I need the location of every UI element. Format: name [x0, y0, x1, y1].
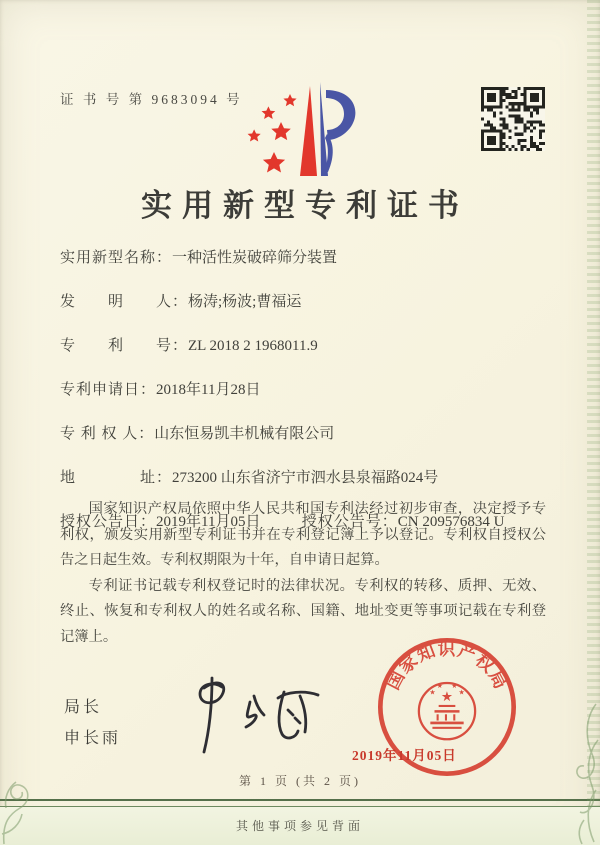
svg-text:★: ★ [458, 689, 465, 697]
field-label: 发 明 人： [60, 294, 189, 310]
field-label: 授权公告日： [60, 514, 157, 530]
field-value: 2019年11月05日 [156, 514, 261, 530]
signoff-block [64, 692, 121, 754]
svg-text:★: ★ [429, 689, 436, 697]
field-value: 山东恒易凯丰机械有限公司 [154, 426, 335, 442]
field-label: 专 利 权 人： [60, 426, 155, 442]
seal-date: 2019年11月05日 [352, 748, 457, 763]
legal-paragraph-2: 专利证书记载专利权登记时的法律状况。专利权的转移、质押、无效、终止、恢复和专利权人的姓名或名称、国籍、地址变更等事项记载在专利登记簿上。 [60, 577, 546, 645]
field-label: 授权公告号： [301, 514, 398, 530]
corner-flourish-left [0, 738, 70, 845]
certificate-number: 证 书 号 第 9683094 号 [60, 92, 243, 107]
svg-text:★: ★ [440, 688, 454, 704]
field-value: ZL 2018 2 1968011.9 [188, 338, 318, 354]
field-label: 专 利 号： [60, 338, 189, 354]
officer-name: 申长雨 [64, 730, 122, 747]
qr-code-icon [481, 87, 545, 151]
field-label: 实用新型名称： [60, 250, 173, 266]
svg-text:国家知识产权局 [382, 639, 511, 693]
cnipa-patent-logo-icon [238, 76, 368, 182]
field-value: 2018年11月28日 [156, 382, 261, 398]
field-value: 273200 山东省济宁市泗水县泉福路024号 [172, 470, 439, 486]
corner-flourish-right [540, 700, 600, 845]
back-note: 其他事项参见背面 [235, 819, 364, 833]
legal-paragraph-1: 国家知识产权局依照中华人民共和国专利法经过初步审查，决定授予专利权，颁发实用新型专利证书并在专利登记簿上予以登记。专利权自授权公告之日起生效。专利权期限为十年，自申请日起算。 [60, 501, 546, 568]
legal-text [60, 497, 546, 650]
national-emblem-icon [419, 682, 475, 739]
svg-text:★: ★ [436, 683, 443, 691]
field-patent-number [60, 334, 542, 355]
svg-text:★: ★ [451, 683, 458, 691]
field-address [60, 466, 542, 487]
field-filing-date [60, 378, 542, 399]
field-utility-model-name [60, 246, 542, 267]
field-value: CN 209576834 U [397, 514, 505, 530]
page-number: 第 1 页 (共 2 页) [239, 774, 361, 788]
guilloche-right-border [587, 0, 600, 807]
field-inventors [60, 290, 542, 311]
field-value: 杨涛;杨波;曹福运 [188, 294, 302, 310]
seal-agency-text: 国家知识产权局 [382, 638, 512, 693]
field-label: 专利申请日： [60, 382, 157, 398]
field-label: 地 址： [60, 470, 173, 486]
border-rule [0, 799, 600, 807]
certificate-title: 实用新型专利证书 [141, 188, 469, 223]
officer-title: 局长 [64, 699, 103, 716]
shen-changyu-signature-icon [178, 672, 333, 762]
field-value: 一种活性炭破碎筛分装置 [172, 250, 338, 266]
field-patentee [60, 422, 542, 443]
